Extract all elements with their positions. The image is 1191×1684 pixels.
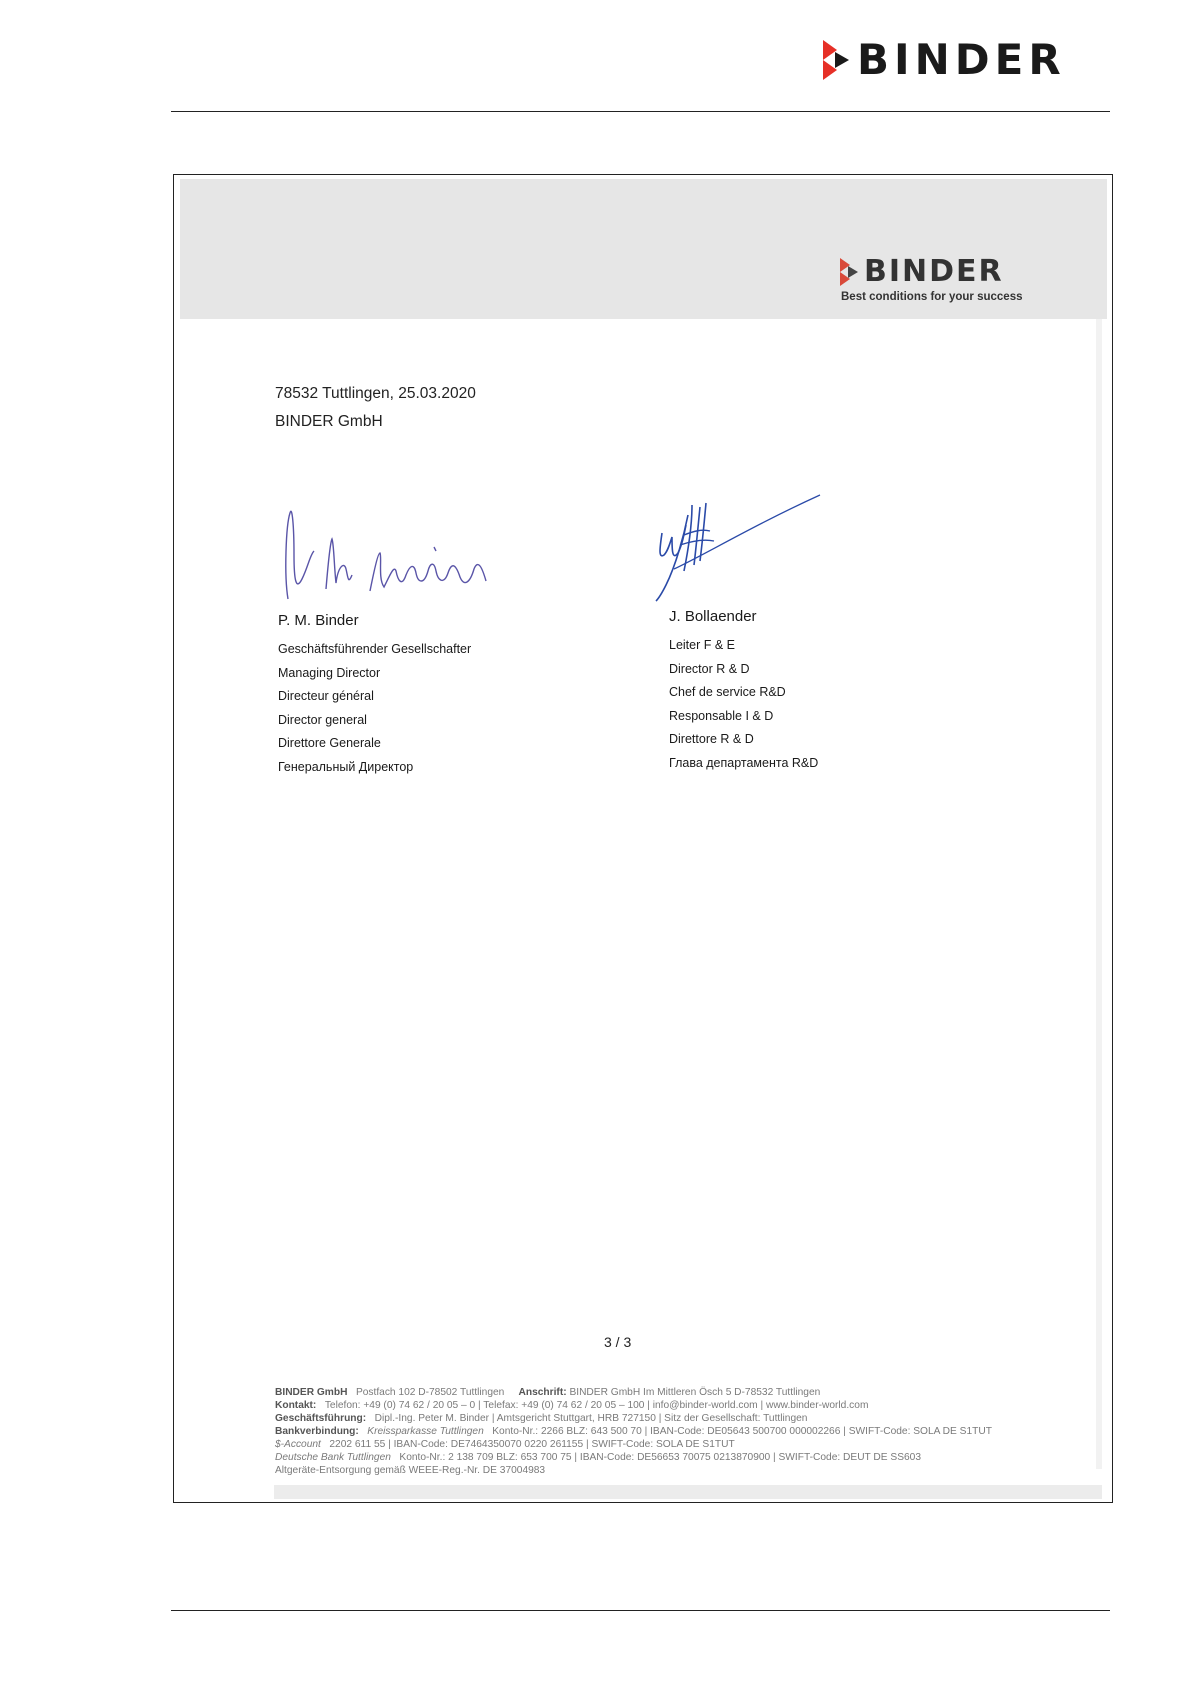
signatory-role: Генеральный Директор (278, 759, 414, 774)
footer-rule (171, 1610, 1110, 1611)
signatory-role: Responsable I & D (669, 708, 774, 723)
footer-label: BINDER GmbH (275, 1387, 348, 1398)
footer-bank: $-Account (275, 1439, 321, 1450)
signatory-left (278, 612, 471, 782)
binder-logo (823, 35, 1066, 84)
header-rule (171, 111, 1110, 112)
signatory-role: Director R & D (669, 661, 750, 676)
footer-label: Bankverbindung: (275, 1426, 359, 1437)
footer-text: 2202 611 55 | IBAN-Code: DE7464350070 0220 261155 | SWIFT-Code: SOLA DE S1TUT (329, 1439, 735, 1450)
signatory-role: Geschäftsführender Gesellschafter (278, 642, 472, 656)
footer-text: Konto-Nr.: 2266 BLZ: 643 500 70 | IBAN-Code: DE05643 500700 000002266 | SWIFT-Code: SOLA DE S1TUT (492, 1426, 992, 1437)
footer-line (275, 1399, 992, 1412)
page-number: 3 / 3 (604, 1334, 632, 1350)
signatory-role: Глава департамента R&D (669, 755, 819, 770)
scan-edge-shade (1096, 319, 1102, 1469)
footer-line (275, 1438, 992, 1451)
signatory-role: Directeur général (278, 689, 374, 703)
letterhead-logo-mark-icon (840, 258, 858, 286)
company-name: BINDER GmbH (275, 413, 383, 430)
footer-text: BINDER GmbH Im Mittleren Ösch 5 D-78532 Tuttlingen (569, 1387, 821, 1398)
signature-bollaender (644, 475, 824, 605)
footer-label: Anschrift: (518, 1387, 567, 1398)
footer-line (275, 1451, 992, 1464)
footer-text: Postfach 102 D-78502 Tuttlingen (355, 1387, 505, 1398)
letterhead-tagline: Best conditions for your success (841, 291, 1023, 303)
scanned-letter (173, 174, 1113, 1503)
signatory-role: Director general (278, 712, 367, 727)
signatory-role: Chef de service R&D (669, 685, 786, 699)
signature-binder (274, 495, 504, 605)
signatory-role: Direttore Generale (278, 736, 381, 750)
footer-line (275, 1425, 992, 1438)
binder-wordmark: BINDER (857, 35, 1066, 84)
scan-bottom-shade (274, 1485, 1102, 1499)
binder-logo-mark-icon (823, 40, 849, 80)
footer-line (275, 1412, 992, 1425)
place-date: 78532 Tuttlingen, 25.03.2020 (275, 385, 476, 402)
footer-bank: Deutsche Bank Tuttlingen (275, 1452, 391, 1463)
footer-line (275, 1386, 992, 1399)
footer-label: Kontakt: (275, 1400, 317, 1411)
signatory-name: J. Bollaender (669, 608, 757, 625)
signatory-right (669, 608, 818, 778)
footer-label: Geschäftsführung: (275, 1413, 367, 1424)
signatory-role: Direttore R & D (669, 732, 754, 746)
letterhead-wordmark: BINDER (864, 254, 1004, 289)
footer-text: Altgeräte-Entsorgung gemäß WEEE-Reg.-Nr. DE 37004983 (275, 1465, 546, 1476)
footer-line (275, 1464, 992, 1477)
letterhead-logo (840, 254, 1023, 303)
footer-bank: Kreissparkasse Tuttlingen (367, 1426, 484, 1437)
footer-text: Dipl.-Ing. Peter M. Binder | Amtsgericht Stuttgart, HRB 727150 | Sitz der Gesellschaft: Tuttlingen (374, 1413, 808, 1424)
letterhead-band (180, 179, 1107, 319)
footer-text: Konto-Nr.: 2 138 709 BLZ: 653 700 75 | IBAN-Code: DE56653 70075 0213870900 | SWIFT-Code: DEUT DE SS603 (399, 1452, 921, 1463)
signatory-name: P. M. Binder (278, 612, 359, 629)
footer-text: Telefon: +49 (0) 74 62 / 20 05 – 0 | Telefax: +49 (0) 74 62 / 20 05 – 100 | info@binder-world.com | www.binder-world.com (324, 1400, 869, 1411)
letter-footer (275, 1386, 992, 1477)
signatory-role: Leiter F & E (669, 638, 735, 652)
signatory-role: Managing Director (278, 665, 381, 680)
